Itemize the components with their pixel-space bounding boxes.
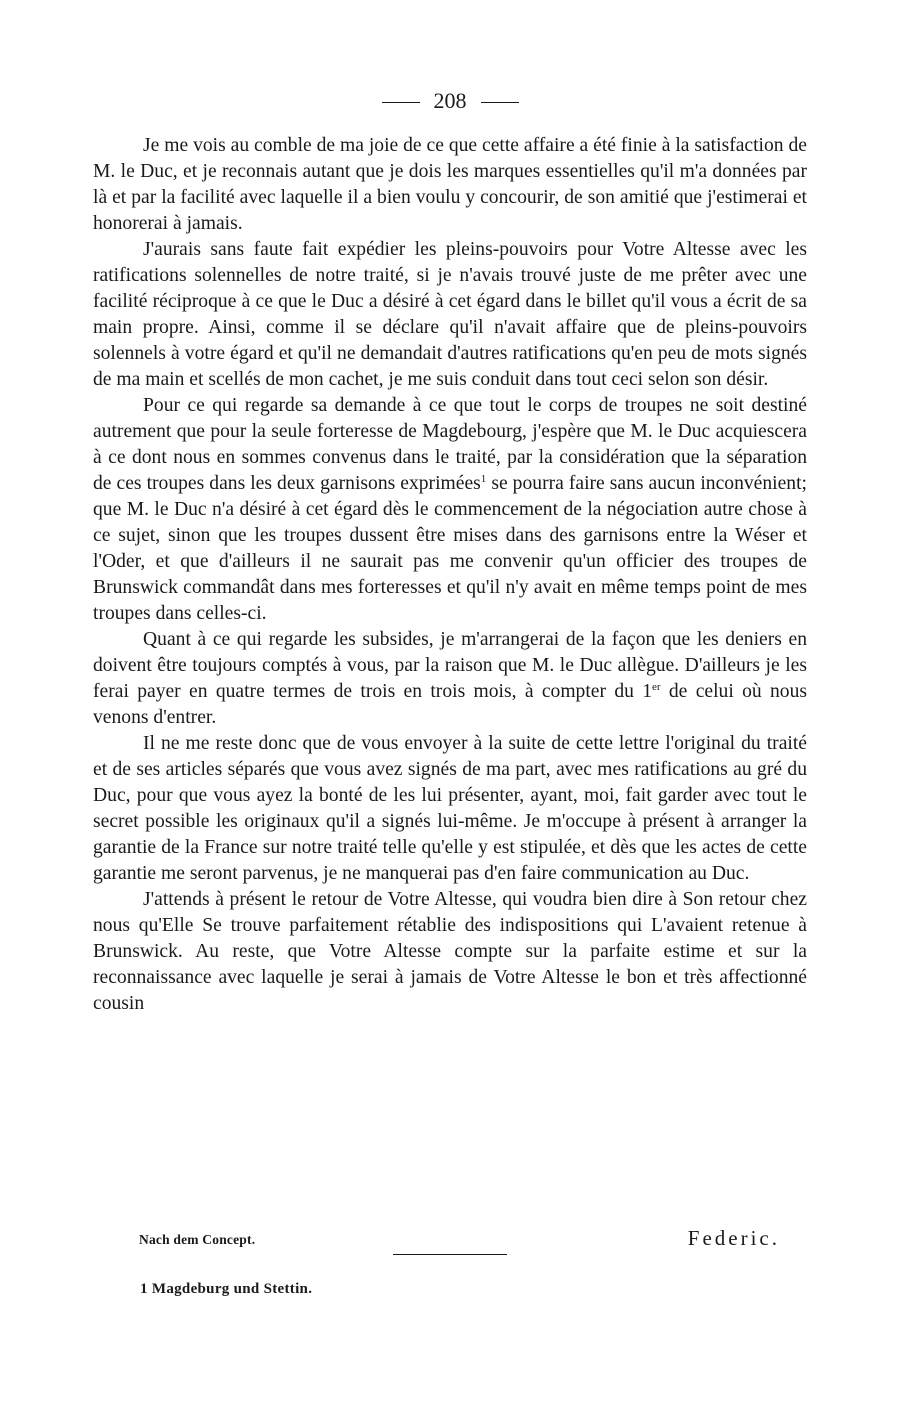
- letter-body: [93, 133, 807, 1017]
- footnote-divider: [393, 1254, 507, 1255]
- paragraph-text: de celui où nous venons d'entrer.: [93, 681, 807, 728]
- footnote-text: Magdeburg und Stettin.: [151, 1281, 313, 1297]
- paragraph: [93, 627, 807, 731]
- ordinal-superscript: er: [652, 681, 661, 693]
- header-dash-right: [481, 102, 519, 103]
- paragraph-text: Pour ce qui regarde sa demande à ce que tout le corps de troupes ne soit destiné autrement que pour la seule forteresse de Magdebourg, j'espère que M. le Duc acquiescera à ce dont nous en sommes convenus dans le traité, par la considération que la séparation de ces troupes dans les deux garnisons exprimées: [93, 395, 807, 494]
- paragraph-text: se pourra faire sans aucun inconvénient; que M. le Duc n'a désiré à cet égard dès le commencement de la négociation autre chose à ce sujet, sinon que les troupes dussent être mises dans des garnisons entre la Wéser et l'Oder, et que d'ailleurs il ne saurait pas me convenir qu'un officier des troupes de Brunswick commandât dans mes forteresses et qu'il n'y avait en même temps point de mes troupes dans celles-ci.: [93, 473, 807, 624]
- source-note: Nach dem Concept.: [139, 1232, 256, 1247]
- signature: Federic.: [687, 1226, 780, 1250]
- footnote-mark: 1: [140, 1281, 148, 1297]
- paragraph: Il ne me reste donc que de vous envoyer à la suite de cette lettre l'original du traité et de ses articles séparés que vous avez signés de ma part, avec mes ratifications au gré du Duc, pour que vous ayez la bonté de les lui présenter, ayant, moi, fait garder avec tout le secret possible les originaux qu'il a signés lui-même. Je m'occupe à présent à arranger la garantie de la France sur notre traité telle qu'elle y est stipulée, et dès que les actes de cette garantie me seront parvenus, je ne manquerai pas d'en faire communication au Duc.: [93, 733, 807, 884]
- page-number: 208: [433, 88, 467, 113]
- paragraph: J'aurais sans faute fait expédier les pleins-pouvoirs pour Votre Altesse avec les ratifications solennelles de notre traité, si je n'avais trouvé juste de me prêter avec une facilité réciproque à ce que le Duc a désiré à cet égard dans le billet qu'il vous a écrit de sa main propre. Ainsi, comme il se déclare qu'il n'avait affaire que de pleins-pouvoirs solennels à votre égard et qu'il ne demandait d'autres ratifications qu'en peu de mots signés de ma main et scellés de mon cachet, je me suis conduit dans tout ceci selon son désir.: [93, 239, 807, 390]
- page-header: [0, 86, 900, 116]
- header-dash-left: [382, 102, 420, 103]
- letter-closing: [93, 1226, 807, 1256]
- footnote-reference: 1: [480, 473, 487, 485]
- paragraph-text: Quant à ce qui regarde les subsides, je m'arrangerai de la façon que les deniers en doivent être toujours comptés à vous, par la raison que M. le Duc allègue. D'ailleurs je les ferai payer en quatre termes de trois en trois mois, à compter du 1: [93, 629, 807, 702]
- paragraph: Je me vois au comble de ma joie de ce que cette affaire a été finie à la satisfaction de M. le Duc, et je reconnais autant que je dois les marques essentielles qu'il m'a données par là et par la facilité avec laquelle il a bien voulu y concourir, de son amitié que j'estimerai et honorerai à jamais.: [93, 135, 807, 234]
- footnote: [140, 1281, 312, 1298]
- paragraph: [93, 393, 807, 627]
- paragraph: J'attends à présent le retour de Votre Altesse, qui voudra bien dire à Son retour chez nous qu'Elle Se trouve parfaitement rétablie des indispositions qui L'avaient retenue à Brunswick. Au reste, que Votre Altesse compte sur la parfaite estime et sur la reconnaissance avec laquelle je serai à jamais de Votre Altesse le bon et très affectionné cousin: [93, 889, 807, 1014]
